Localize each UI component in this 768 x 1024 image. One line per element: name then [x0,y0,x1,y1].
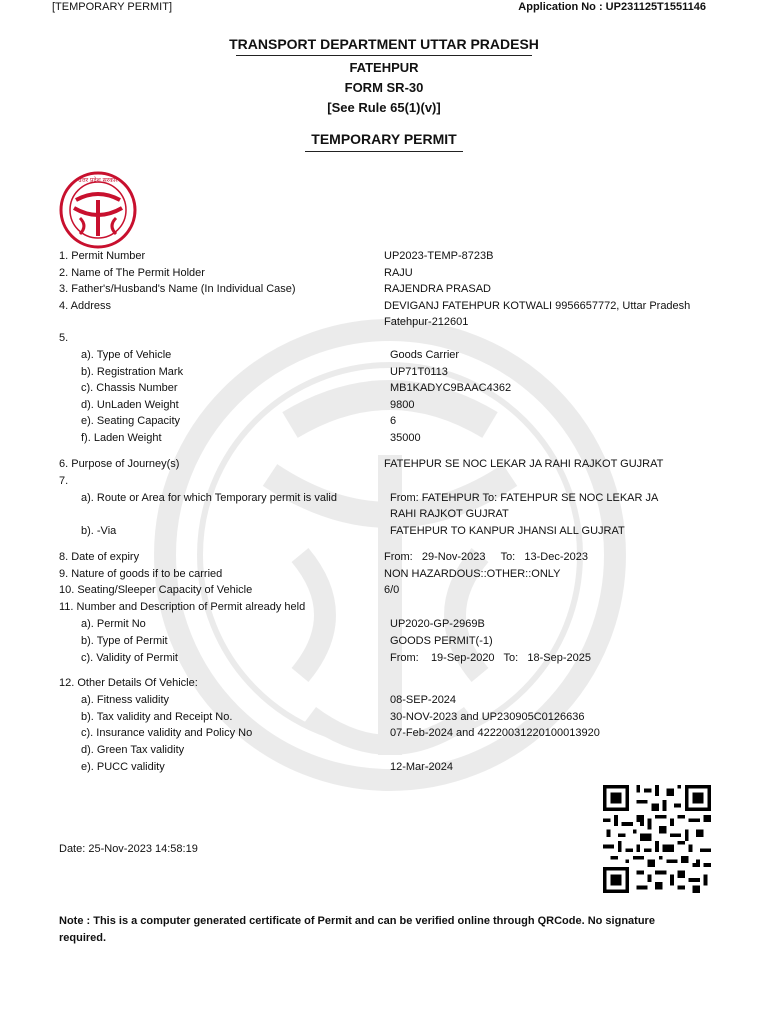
held-permit-validity-label: c). Validity of Permit [81,652,178,664]
journey-purpose-label: 6. Purpose of Journey(s) [59,458,180,470]
insurance-validity-label: c). Insurance validity and Policy No [81,727,253,739]
goods-nature-label: 9. Nature of goods if to be carried [59,568,223,580]
address-value-line2: Fatehpur-212601 [384,316,469,328]
held-permit-no-label: a). Permit No [81,618,146,630]
green-tax-validity-label: d). Green Tax validity [81,744,185,756]
section-5-label: 5. [59,332,69,344]
holder-name-label: 2. Name of The Permit Holder [59,267,205,279]
department-title-underline [236,55,532,56]
held-permit-no-value: UP2020-GP-2969B [390,618,485,630]
route-value-line1: From: FATEHPUR To: FATEHPUR SE NOC LEKAR JA [390,492,659,504]
other-details-label: 12. Other Details Of Vehicle: [59,677,198,689]
insurance-validity-value: 07-Feb-2024 and 42220031220100013920 [390,727,600,739]
permit-number-value: UP2023-TEMP-8723B [384,250,494,262]
sleeper-capacity-label: 10. Seating/Sleeper Capacity of Vehicle [59,584,253,596]
section-7-label: 7. [59,475,69,487]
father-name-value: RAJENDRA PRASAD [384,283,491,295]
registration-mark-value: UP71T0113 [390,366,448,378]
permit-number-label: 1. Permit Number [59,250,146,262]
holder-name-value: RAJU [384,267,413,279]
goods-nature-value: NON HAZARDOUS::OTHER::ONLY [384,568,561,580]
via-label: b). -Via [81,525,117,537]
qr-code [603,785,711,893]
footer-note-line2: required. [59,932,107,944]
tax-validity-label: b). Tax validity and Receipt No. [81,711,233,723]
district-title: FATEHPUR [349,60,419,75]
sleeper-capacity-value: 6/0 [384,584,400,596]
vehicle-type-label: a). Type of Vehicle [81,349,172,361]
journey-purpose-value: FATEHPUR SE NOC LEKAR JA RAHI RAJKOT GUJRAT [384,458,664,470]
route-label: a). Route or Area for which Temporary permit is valid [81,492,337,504]
expiry-date-label: 8. Date of expiry [59,551,140,563]
address-value-line1: DEVIGANJ FATEHPUR KOTWALI 9956657772, Uttar Pradesh [384,300,691,312]
fitness-validity-label: a). Fitness validity [81,694,170,706]
held-permit-type-label: b). Type of Permit [81,635,168,647]
department-title: TRANSPORT DEPARTMENT UTTAR PRADESH [229,36,539,52]
pucc-validity-label: e). PUCC validity [81,761,165,773]
seating-capacity-label: e). Seating Capacity [81,415,181,427]
permit-tag: [TEMPORARY PERMIT] [52,1,173,13]
permit-title-underline [305,151,463,152]
permit-title: TEMPORARY PERMIT [311,131,457,147]
via-value: FATEHPUR TO KANPUR JHANSI ALL GUJRAT [390,525,625,537]
seating-capacity-value: 6 [390,415,397,427]
fitness-validity-value: 08-SEP-2024 [390,694,457,706]
svg-text:उत्तर प्रदेश सरकार: उत्तर प्रदेश सरकार [78,177,118,184]
footer-note-line1: Note : This is a computer generated certificate of Permit and can be verified online through QRCode. No signature [59,915,655,927]
laden-weight-value: 35000 [390,432,421,444]
permit-held-label: 11. Number and Description of Permit already held [59,601,306,613]
route-value-line2: RAHI RAJKOT GUJRAT [390,508,509,520]
unladen-weight-label: d). UnLaden Weight [81,399,179,411]
address-label: 4. Address [59,300,111,312]
state-emblem-logo [58,170,138,250]
expiry-date-value: From: 29-Nov-2023 To: 13-Dec-2023 [384,551,588,563]
chassis-number-value: MB1KADYC9BAAC4362 [390,382,512,394]
rule-title: [See Rule 65(1)(v)] [327,100,441,115]
held-permit-validity-value: From: 19-Sep-2020 To: 18-Sep-2025 [390,652,591,664]
father-name-label: 3. Father's/Husband's Name (In Individual Case) [59,283,296,295]
pucc-validity-value: 12-Mar-2024 [390,761,453,773]
laden-weight-label: f). Laden Weight [81,432,162,444]
tax-validity-value: 30-NOV-2023 and UP230905C0126636 [390,711,585,723]
chassis-number-label: c). Chassis Number [81,382,178,394]
unladen-weight-value: 9800 [390,399,415,411]
held-permit-type-value: GOODS PERMIT(-1) [390,635,493,647]
form-title: FORM SR-30 [344,80,424,95]
registration-mark-label: b). Registration Mark [81,366,184,378]
application-number: Application No : UP231125T1551146 [518,1,706,13]
issue-date: Date: 25-Nov-2023 14:58:19 [59,843,198,855]
vehicle-type-value: Goods Carrier [390,349,460,361]
